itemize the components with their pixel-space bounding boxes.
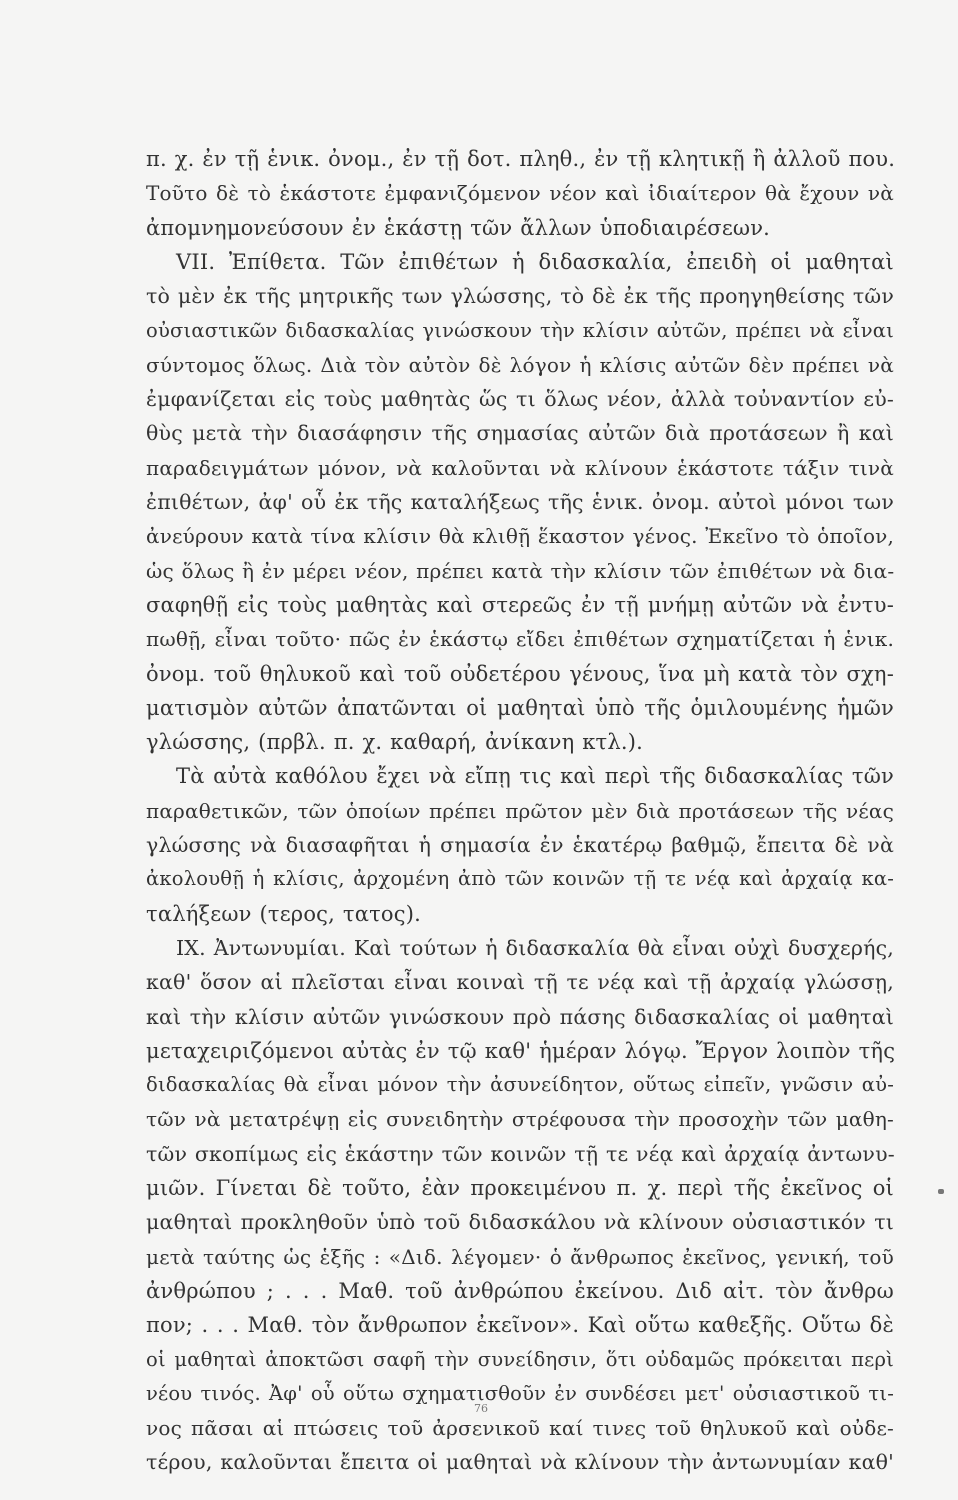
text-line: μετὰ ταύτης ὡς ἑξῆς : «Διδ. λέγομεν· ὁ ἄνθρωπος ἐκεῖνος, γενική, τοῦ [146, 1244, 894, 1269]
text-line: σαφηθῇ εἰς τοὺς μαθητὰς καὶ στερεῶς ἐν τῇ μνήμῃ αὐτῶν νὰ ἐντυ- [146, 592, 894, 617]
text-line: γλώσσης, (πρβλ. π. χ. καθαρή, ἀνίκανη κτλ.). [146, 730, 644, 755]
text-line: τέρου, καλοῦνται ἔπειτα οἱ μαθηταὶ νὰ κλίνουν τὴν ἀντωνυμίαν καθ' [146, 1450, 894, 1475]
text-line: ἀνθρώπου ; . . . Μαθ. τοῦ ἀνθρώπου ἐκείνου. Διδ αἰτ. τὸν ἄνθρω [146, 1278, 894, 1303]
text-line: οἱ μαθηταὶ ἀποκτῶσι σαφῆ τὴν συνείδησιν, ὅτι οὐδαμῶς πρόκειται περὶ [146, 1347, 894, 1371]
text-line: ματισμὸν αὐτῶν ἀπατῶνται οἱ μαθηταὶ ὑπὸ τῆς ὁμιλουμένης ἡμῶν [146, 695, 894, 720]
text-line: π. χ. ἐν τῇ ἑνικ. ὀνομ., ἐν τῇ δοτ. πληθ., ἐν τῇ κλητικῇ ἢ ἀλλοῦ που. [146, 147, 896, 171]
text-line: ἐπιθέτων, ἀφ' οὗ ἐκ τῆς καταλήξεως τῆς ἑνικ. ὀνομ. αὐτοὶ μόνοι των [146, 490, 894, 514]
text-line: ἐμφανίζεται εἰς τοὺς μαθητὰς ὥς τι ὅλως νέον, ἀλλὰ τοὐναντίον εὐ- [146, 387, 894, 412]
text-line: καθ' ὅσον αἱ πλεῖσται εἶναι κοιναὶ τῇ τε νέᾳ καὶ τῇ ἀρχαίᾳ γλώσσῃ, [146, 970, 894, 995]
text-line: ἀπομνημονεύσουν ἐν ἑκάστῃ τῶν ἄλλων ὑποδιαιρέσεων. [146, 215, 771, 240]
text-line: πον; . . . Μαθ. τὸν ἄνθρωπον ἐκεῖνον». Καὶ οὕτω καθεξῆς. Οὕτω δὲ [146, 1313, 894, 1338]
section-heading-line: IX. Ἀντωνυμίαι. Καὶ τούτων ἡ διδασκαλία θὰ εἶναι οὐχὶ δυσχερής, [176, 935, 894, 960]
text-line: τῶν σκοπίμως εἰς ἑκάστην τῶν κοινῶν τῇ τε νέᾳ καὶ ἀρχαίᾳ ἀντωνυ- [146, 1141, 895, 1166]
text-line: ταλήξεων (τερος, τατος). [146, 901, 421, 926]
text-line: μαθηταὶ προκληθοῦν ὑπὸ τοῦ διδασκάλου νὰ κλίνουν οὐσιαστικόν τι [146, 1210, 894, 1235]
text-line: θὺς μετὰ τὴν διασάφησιν τῆς σημασίας αὐτῶν διὰ προτάσεων ἢ καὶ [146, 421, 894, 446]
text-line: νέου τινός. Ἀφ' οὗ οὕτω σχηματισθοῦν ἐν συνδέσει μετ' οὐσιαστικοῦ τι- [146, 1381, 894, 1405]
text-line: ὀνομ. τοῦ θηλυκοῦ καὶ τοῦ οὐδετέρου γένους, ἵνα μὴ κατὰ τὸν σχη- [146, 661, 894, 686]
text-line: ἀκολουθῇ ἡ κλίσις, ἀρχομένη ἀπὸ τῶν κοινῶν τῇ τε νέᾳ καὶ ἀρχαίᾳ κα- [146, 867, 894, 891]
text-line: τῶν νὰ μετατρέψῃ εἰς συνειδητὴν στρέφουσα τὴν προσοχὴν τῶν μαθη- [146, 1107, 894, 1132]
text-line: νος πᾶσαι αἱ πτώσεις τοῦ ἀρσενικοῦ καί τινες τοῦ θηλυκοῦ καὶ οὐδε- [146, 1416, 894, 1441]
text-line: μιῶν. Γίνεται δὲ τοῦτο, ἐὰν προκειμένου π. χ. περὶ τῆς ἐκεῖνος οἱ [146, 1176, 894, 1200]
margin-ink-mark [938, 1189, 944, 1194]
text-line: γλώσσης νὰ διασαφῆται ἡ σημασία ἐν ἑκατέρῳ βαθμῷ, ἔπειτα δὲ νὰ [146, 833, 894, 857]
text-line: καὶ τὴν κλίσιν αὐτῶν γινώσκουν πρὸ πάσης διδασκαλίας οἱ μαθηταὶ [146, 1004, 894, 1029]
text-line: μεταχειριζόμενοι αὐτὰς ἐν τῷ καθ' ἡμέραν λόγῳ. Ἔργον λοιπὸν τῆς [146, 1038, 896, 1063]
text-line: διδασκαλίας θὰ εἶναι μόνον τὴν ἀσυνείδητον, οὕτως εἰπεῖν, γνῶσιν αὐ- [146, 1073, 894, 1097]
text-line: Τοῦτο δὲ τὸ ἑκάστοτε ἐμφανιζόμενον νέον καὶ ἰδιαίτερον θὰ ἔχουν νὰ [146, 181, 894, 206]
section-heading-line: VII. Ἐπίθετα. Τῶν ἐπιθέτων ἡ διδασκαλία, ἐπειδὴ οἱ μαθηταὶ [176, 249, 894, 274]
text-line: ὡς ὅλως ἢ ἐν μέρει νέον, πρέπει κατὰ τὴν κλίσιν τῶν ἐπιθέτων νὰ δια- [146, 558, 895, 583]
text-line: Τὰ αὐτὰ καθόλου ἔχει νὰ εἴπῃ τις καὶ περὶ τῆς διδασκαλίας τῶν [176, 764, 894, 789]
text-line: πωθῇ, εἶναι τοῦτο· πῶς ἐν ἑκάστῳ εἴδει ἐπιθέτων σχηματίζεται ἡ ἑνικ. [146, 627, 894, 652]
text-line: τὸ μὲν ἐκ τῆς μητρικῆς των γλώσσης, τὸ δὲ ἐκ τῆς προηγηθείσης τῶν [146, 284, 894, 309]
text-line: παραθετικῶν, τῶν ὁποίων πρέπει πρῶτον μὲν διὰ προτάσεων τῆς νέας [146, 798, 894, 823]
page-number: 76 [474, 1402, 488, 1415]
text-line: ἀνεύρουν κατὰ τίνα κλίσιν θὰ κλιθῇ ἕκαστον γένος. Ἐκεῖνο τὸ ὁποῖον, [146, 524, 895, 549]
text-line: παραδειγμάτων μόνον, νὰ καλοῦνται νὰ κλίνουν ἑκάστοτε τάξιν τινὰ [146, 455, 894, 480]
text-line: οὐσιαστικῶν διδασκαλίας γινώσκουν τὴν κλίσιν αὐτῶν, πρέπει νὰ εἶναι [146, 318, 894, 342]
text-line: σύντομος ὅλως. Διὰ τὸν αὐτὸν δὲ λόγον ἡ κλίσις αὐτῶν δὲν πρέπει νὰ [146, 352, 894, 377]
